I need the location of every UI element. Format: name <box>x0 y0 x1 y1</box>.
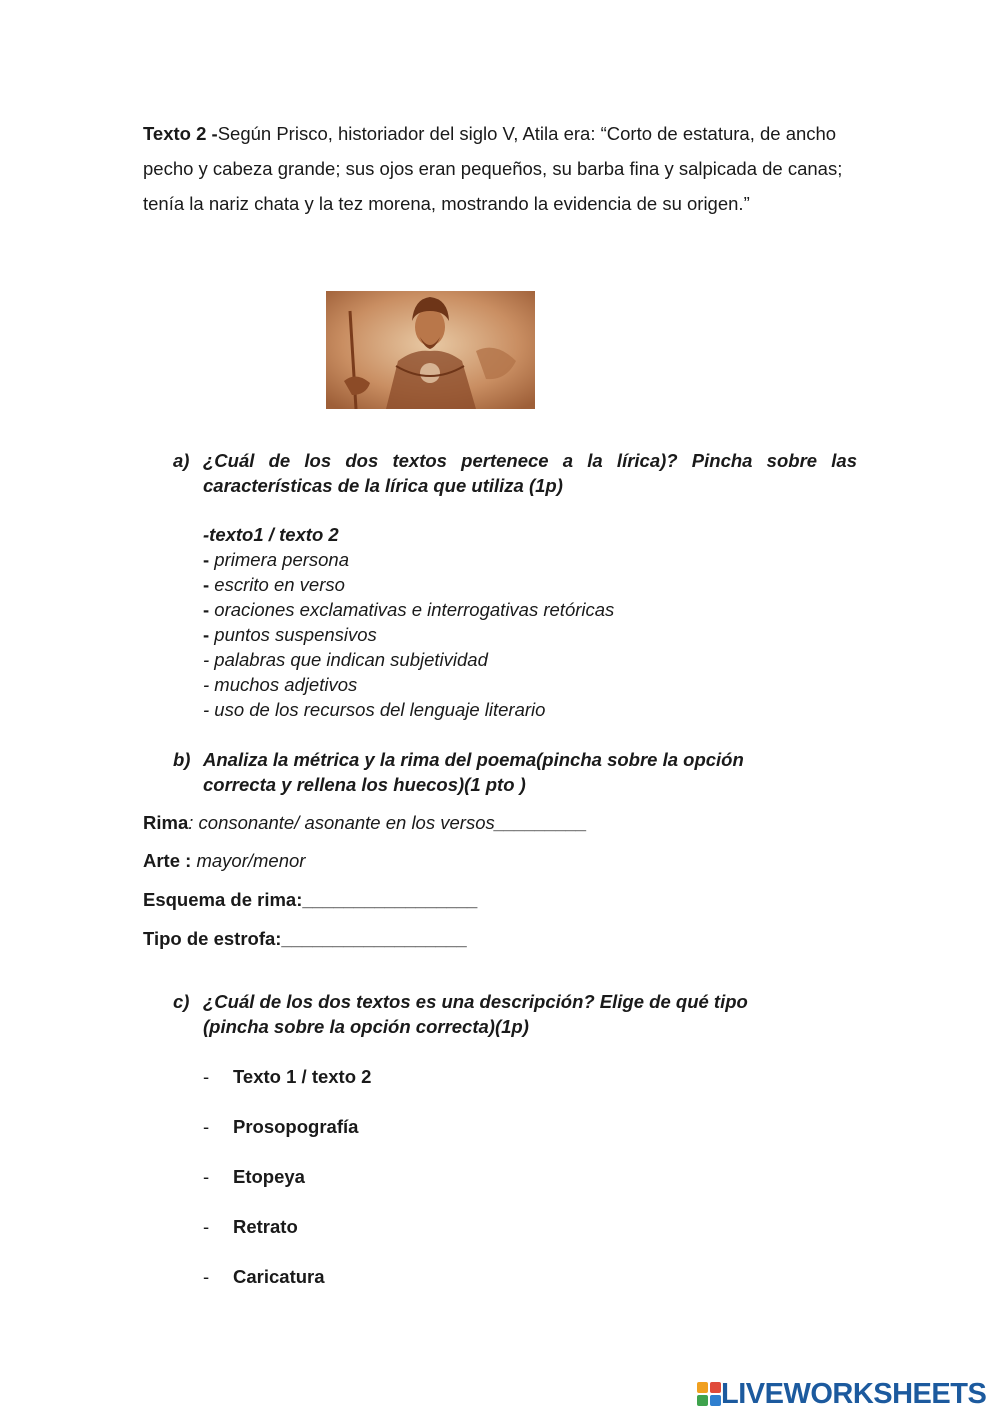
lyric-features-list <box>203 522 614 722</box>
question-b-text: Analiza la métrica y la rima del poema(pincha sobre la opción correcta y rellena los huecos)(1 pto ) <box>203 749 744 795</box>
option-item[interactable]: - Caricatura <box>203 1266 325 1287</box>
option-item[interactable]: - Etopeya <box>203 1166 305 1187</box>
arte-options[interactable]: mayor/menor <box>196 850 306 871</box>
estrofa-field[interactable]: Tipo de estrofa:__________________ <box>143 928 467 949</box>
question-a-text: ¿Cuál de los dos textos pertenece a la lírica)? Pincha sobre las características de la lírica que utiliza (1p) <box>203 450 857 496</box>
rima-label: Rima <box>143 812 189 833</box>
question-b <box>173 747 857 797</box>
feature-item[interactable]: - escrito en verso <box>203 574 345 595</box>
arte-line <box>143 848 305 873</box>
rima-options[interactable]: : consonante/ asonante en los versos_________ <box>188 812 588 833</box>
option-item[interactable]: - Prosopografía <box>203 1116 359 1137</box>
text-choice[interactable]: -texto1 / texto 2 <box>203 524 339 545</box>
option-item[interactable]: - Texto 1 / texto 2 <box>203 1066 372 1087</box>
intro-paragraph <box>143 116 863 221</box>
question-a <box>173 448 857 498</box>
option-item[interactable]: - Retrato <box>203 1216 298 1237</box>
esquema-field[interactable]: Esquema de rima:_________________ <box>143 889 478 910</box>
attila-painting <box>326 291 535 409</box>
question-c-text: ¿Cuál de los dos textos es una descripción? Elige de qué tipo (pincha sobre la opción correcta)(1p) <box>203 991 748 1037</box>
question-c <box>173 989 857 1039</box>
liveworksheets-logo-icon <box>697 1382 721 1406</box>
liveworksheets-logo <box>697 1377 986 1411</box>
rima-line <box>143 810 587 835</box>
esquema-line[interactable] <box>143 887 477 912</box>
feature-item[interactable]: - primera persona <box>203 549 350 570</box>
estrofa-line[interactable] <box>143 926 467 951</box>
feature-item[interactable]: - uso de los recursos del lenguaje literario <box>203 699 546 720</box>
intro-label: Texto 2 - <box>143 123 218 144</box>
question-a-letter: a) <box>173 450 190 471</box>
feature-item[interactable]: - muchos adjetivos <box>203 674 358 695</box>
feature-item[interactable]: - oraciones exclamativas e interrogativas retóricas <box>203 599 615 620</box>
feature-item[interactable]: - puntos suspensivos <box>203 624 377 645</box>
question-c-letter: c) <box>173 991 190 1012</box>
logo-wordmark: LIVEWORKSHEETS <box>721 1377 987 1410</box>
question-b-letter: b) <box>173 749 191 770</box>
feature-item[interactable]: - palabras que indican subjetividad <box>203 649 488 670</box>
intro-text: Según Prisco, historiador del siglo V, Atila era: “Corto de estatura, de ancho pecho y cabeza grande; sus ojos eran pequeños, su barba fina y salpicada de canas; tenía la nariz chata y la tez morena, mostrando la evidencia de su origen.” <box>143 123 843 214</box>
arte-label: Arte : <box>143 850 197 871</box>
